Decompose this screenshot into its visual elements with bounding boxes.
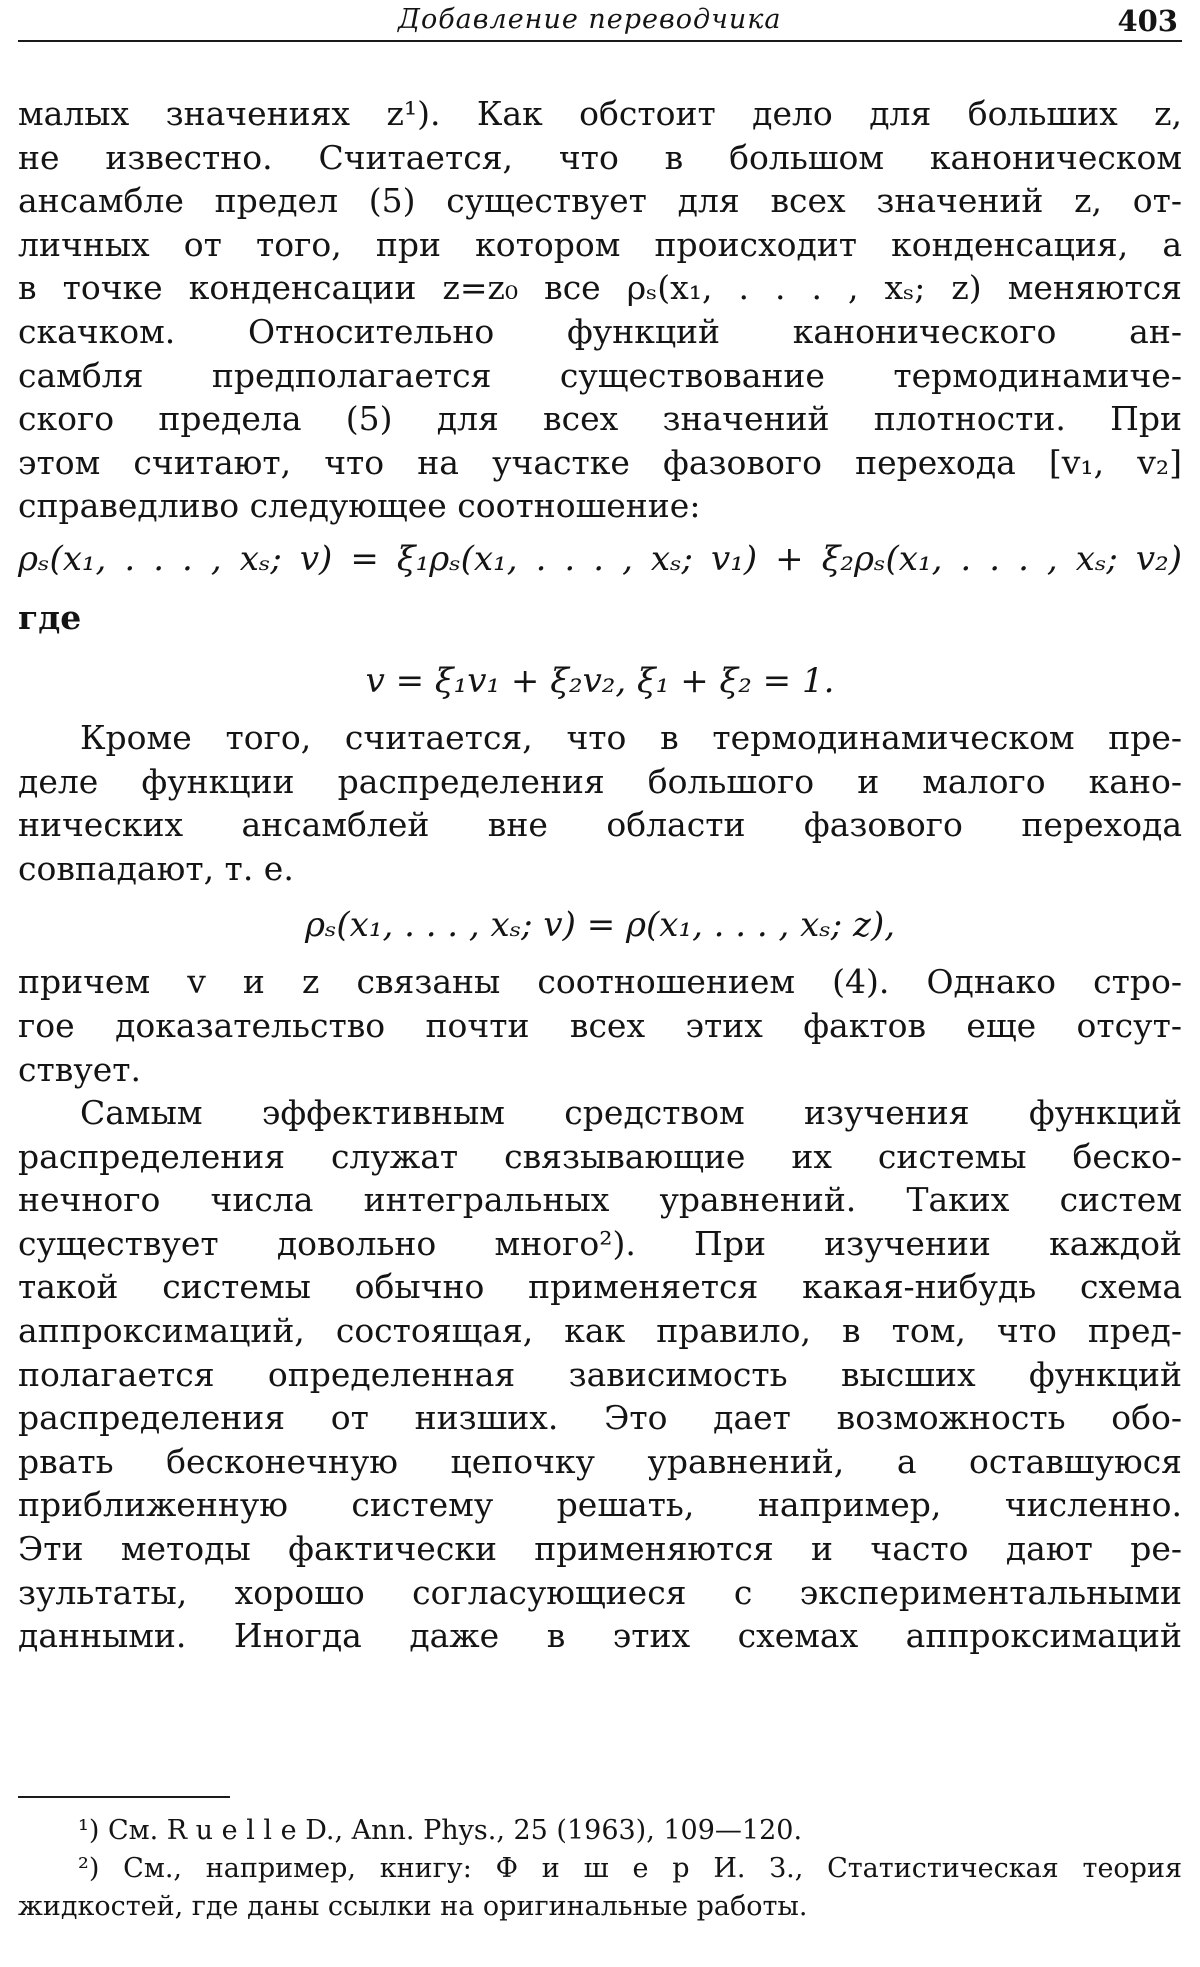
running-title: Добавление переводчика <box>398 4 782 35</box>
text-line: справедливо следующее соотношение: <box>18 486 701 526</box>
paragraph-ensembles <box>18 716 1182 890</box>
text-line: этом считают, что на участке фазового перехода [v₁, v₂] <box>18 442 1182 482</box>
text-line: причем v и z связаны соотношением (4). Однако стро- <box>18 962 1182 1002</box>
main-text <box>18 92 1182 1658</box>
paragraph-methods <box>18 1091 1182 1658</box>
footnote-1: ¹) См. R u e l l e D., Ann. Phys., 25 (1963), 109—120. <box>78 1815 803 1846</box>
text-line: совпадают, т. е. <box>18 848 294 888</box>
equation-weights: v = ξ₁v₁ + ξ₂v₂, ξ₁ + ξ₂ = 1. <box>365 660 835 701</box>
running-header <box>18 4 1182 42</box>
paragraph-proof <box>18 960 1182 1091</box>
text-line: зультаты, хорошо согласующиеся с экспериментальными <box>18 1572 1182 1612</box>
text-line: в точке конденсации z=z₀ все ρₛ(x₁, . . . , xₛ; z) меняются <box>18 268 1182 308</box>
text-line: нечного числа интегральных уравнений. Таких систем <box>18 1180 1182 1220</box>
word-where: где <box>18 597 82 637</box>
text-line: аппроксимаций, состоящая, как правило, в том, что пред- <box>18 1311 1182 1351</box>
text-line: малых значениях z¹). Как обстоит дело для больших z, <box>18 94 1182 133</box>
text-line: не известно. Считается, что в большом каноническом <box>18 137 1182 177</box>
page-number: 403 <box>1117 4 1178 38</box>
text-line: личных от того, при котором происходит конденсация, а <box>18 224 1182 264</box>
footnote-divider <box>18 1796 230 1798</box>
text-line: данными. Иногда даже в этих схемах аппроксимаций <box>18 1616 1182 1656</box>
text-line: ансамбле предел (5) существует для всех значений z, от- <box>18 181 1182 221</box>
footnote-2-line-1: ²) См., например, книгу: Ф и ш е р И. З., Статистическая теория <box>78 1853 1182 1884</box>
text-line: Самым эффективным средством изучения функций <box>80 1093 1182 1133</box>
text-line: скачком. Относительно функций канонического ан- <box>18 311 1182 351</box>
text-line: приближенную систему решать, например, численно. <box>18 1485 1182 1525</box>
book-page <box>18 0 1182 1967</box>
text-line: Кроме того, считается, что в термодинамическом пре- <box>80 717 1182 757</box>
text-line: Эти методы фактически применяются и часто дают ре- <box>18 1529 1182 1569</box>
equation-phase-transition: ρₛ(x₁, . . . , xₛ; v) = ξ₁ρₛ(x₁, . . . , xₛ; v₁) + ξ₂ρₛ(x₁, . . . , xₛ; v₂) <box>18 538 1182 579</box>
text-line: нических ансамблей вне области фазового перехода <box>18 805 1182 845</box>
text-line: полагается определенная зависимость высших функций <box>18 1354 1182 1394</box>
footnote-2-line-2: жидкостей, где даны ссылки на оригинальные работы. <box>18 1891 808 1922</box>
text-line: ского предела (5) для всех значений плотности. При <box>18 399 1182 439</box>
text-line: распределения от низших. Это дает возможность обо- <box>18 1398 1182 1438</box>
text-line: самбля предполагается существование термодинамиче- <box>18 355 1182 395</box>
text-line: гое доказательство почти всех этих фактов еще отсут- <box>18 1005 1182 1045</box>
text-line: деле функции распределения большого и малого кано- <box>18 761 1182 801</box>
text-line: распределения служат связывающие их системы беско- <box>18 1136 1182 1176</box>
text-line: рвать бесконечную цепочку уравнений, а оставшуюся <box>18 1441 1182 1481</box>
paragraph-continued <box>18 92 1182 528</box>
text-line: ствует. <box>18 1049 142 1089</box>
text-line: такой системы обычно применяется какая-нибудь схема <box>18 1267 1182 1307</box>
footnotes <box>18 1812 1182 1926</box>
equation-equivalence: ρₛ(x₁, . . . , xₛ; v) = ρ(x₁, . . . , xₛ; z), <box>304 905 896 946</box>
text-line: существует довольно много²). При изучении каждой <box>18 1223 1182 1263</box>
